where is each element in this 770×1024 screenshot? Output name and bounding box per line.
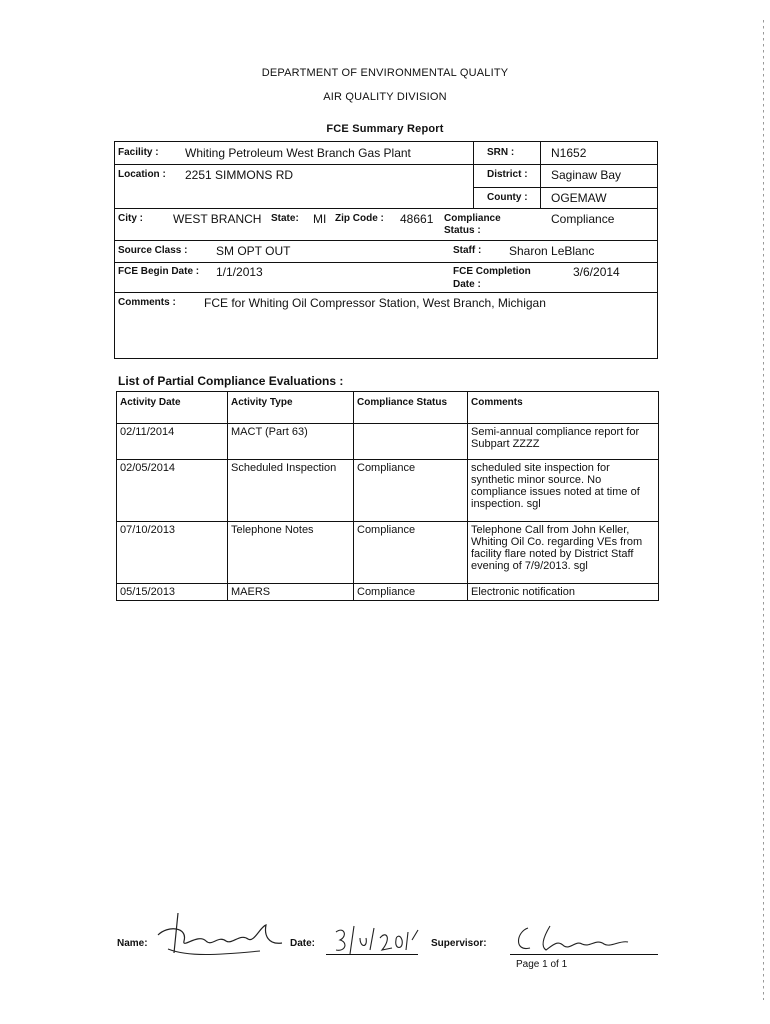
fce-begin-value: 1/1/2013 [216,265,263,279]
table-row [117,424,659,460]
srn-value: N1652 [551,146,587,160]
activity-type-cell: MAERS [228,584,354,601]
district-value: Saginaw Bay [551,168,622,182]
partial-evaluations-title: List of Partial Compliance Evaluations : [118,374,344,388]
comments-cell: Electronic notification [468,584,659,601]
partial-evaluations-table [116,391,659,601]
staff-label: Staff : [453,245,482,256]
activity-date-cell: 07/10/2013 [117,522,228,584]
compliance-status-cell: Compliance [354,460,468,522]
county-label: County : [487,192,528,203]
compliance-status-label-2: Status : [444,225,481,236]
table-row [117,460,659,522]
location-value: 2251 SIMMONS RD [185,168,294,182]
staff-value: Sharon LeBlanc [509,244,595,258]
activity-type-cell: MACT (Part 63) [228,424,354,460]
activity-date-cell: 02/05/2014 [117,460,228,522]
county-value: OGEMAW [551,191,607,205]
compliance-status-cell: Compliance [354,584,468,601]
column-header-comments: Comments [468,392,659,424]
fce-completion-value: 3/6/2014 [573,265,620,279]
fce-completion-label-2: Date : [453,279,481,290]
column-header-activity-type: Activity Type [228,392,354,424]
activity-type-cell: Scheduled Inspection [228,460,354,522]
city-value: WEST BRANCH [173,212,262,226]
zip-label: Zip Code : [335,213,384,224]
source-class-label: Source Class : [118,245,188,256]
column-header-activity-date: Activity Date [117,392,228,424]
page-number: Page 1 of 1 [516,959,568,970]
department-title: DEPARTMENT OF ENVIRONMENTAL QUALITY [261,67,509,79]
state-value: MI [313,212,327,226]
supervisor-label: Supervisor: [431,938,487,949]
zip-value: 48661 [400,212,434,226]
source-class-value: SM OPT OUT [216,244,291,258]
comments-cell: scheduled site inspection for synthetic minor source. No compliance issues noted at time of inspection. sgl [468,460,659,522]
facility-value: Whiting Petroleum West Branch Gas Plant [185,146,411,160]
comments-cell: Semi-annual compliance report for Subpart ZZZZ [468,424,659,460]
name-signature [148,905,288,965]
compliance-status-cell [354,424,468,460]
table-row [117,522,659,584]
date-label: Date: [290,938,316,949]
supervisor-signature [510,918,660,958]
state-label: State: [271,213,299,224]
facility-label: Facility : [118,147,159,158]
compliance-status-value: Compliance [551,212,615,226]
report-title: FCE Summary Report [326,123,444,135]
city-label: City : [118,213,143,224]
name-label: Name: [117,938,148,949]
compliance-status-cell: Compliance [354,522,468,584]
srn-label: SRN : [487,147,515,158]
column-header-compliance-status: Compliance Status [354,392,468,424]
table-row [117,584,659,601]
comments-label: Comments : [118,297,176,308]
fce-completion-label: FCE Completion [453,266,531,277]
scan-edge-artifact [763,20,764,1000]
fce-begin-label: FCE Begin Date : [118,266,200,277]
district-label: District : [487,169,528,180]
comments-value: FCE for Whiting Oil Compressor Station, West Branch, Michigan [204,296,546,310]
comments-cell: Telephone Call from John Keller, Whiting Oil Co. regarding VEs from facility flare noted by District Staff evening of 7/9/2013. sgl [468,522,659,584]
table-header-row [117,392,659,424]
compliance-status-label: Compliance [444,213,501,224]
location-label: Location : [118,169,166,180]
activity-date-cell: 05/15/2013 [117,584,228,601]
activity-date-cell: 02/11/2014 [117,424,228,460]
division-title: AIR QUALITY DIVISION [323,91,447,103]
activity-type-cell: Telephone Notes [228,522,354,584]
